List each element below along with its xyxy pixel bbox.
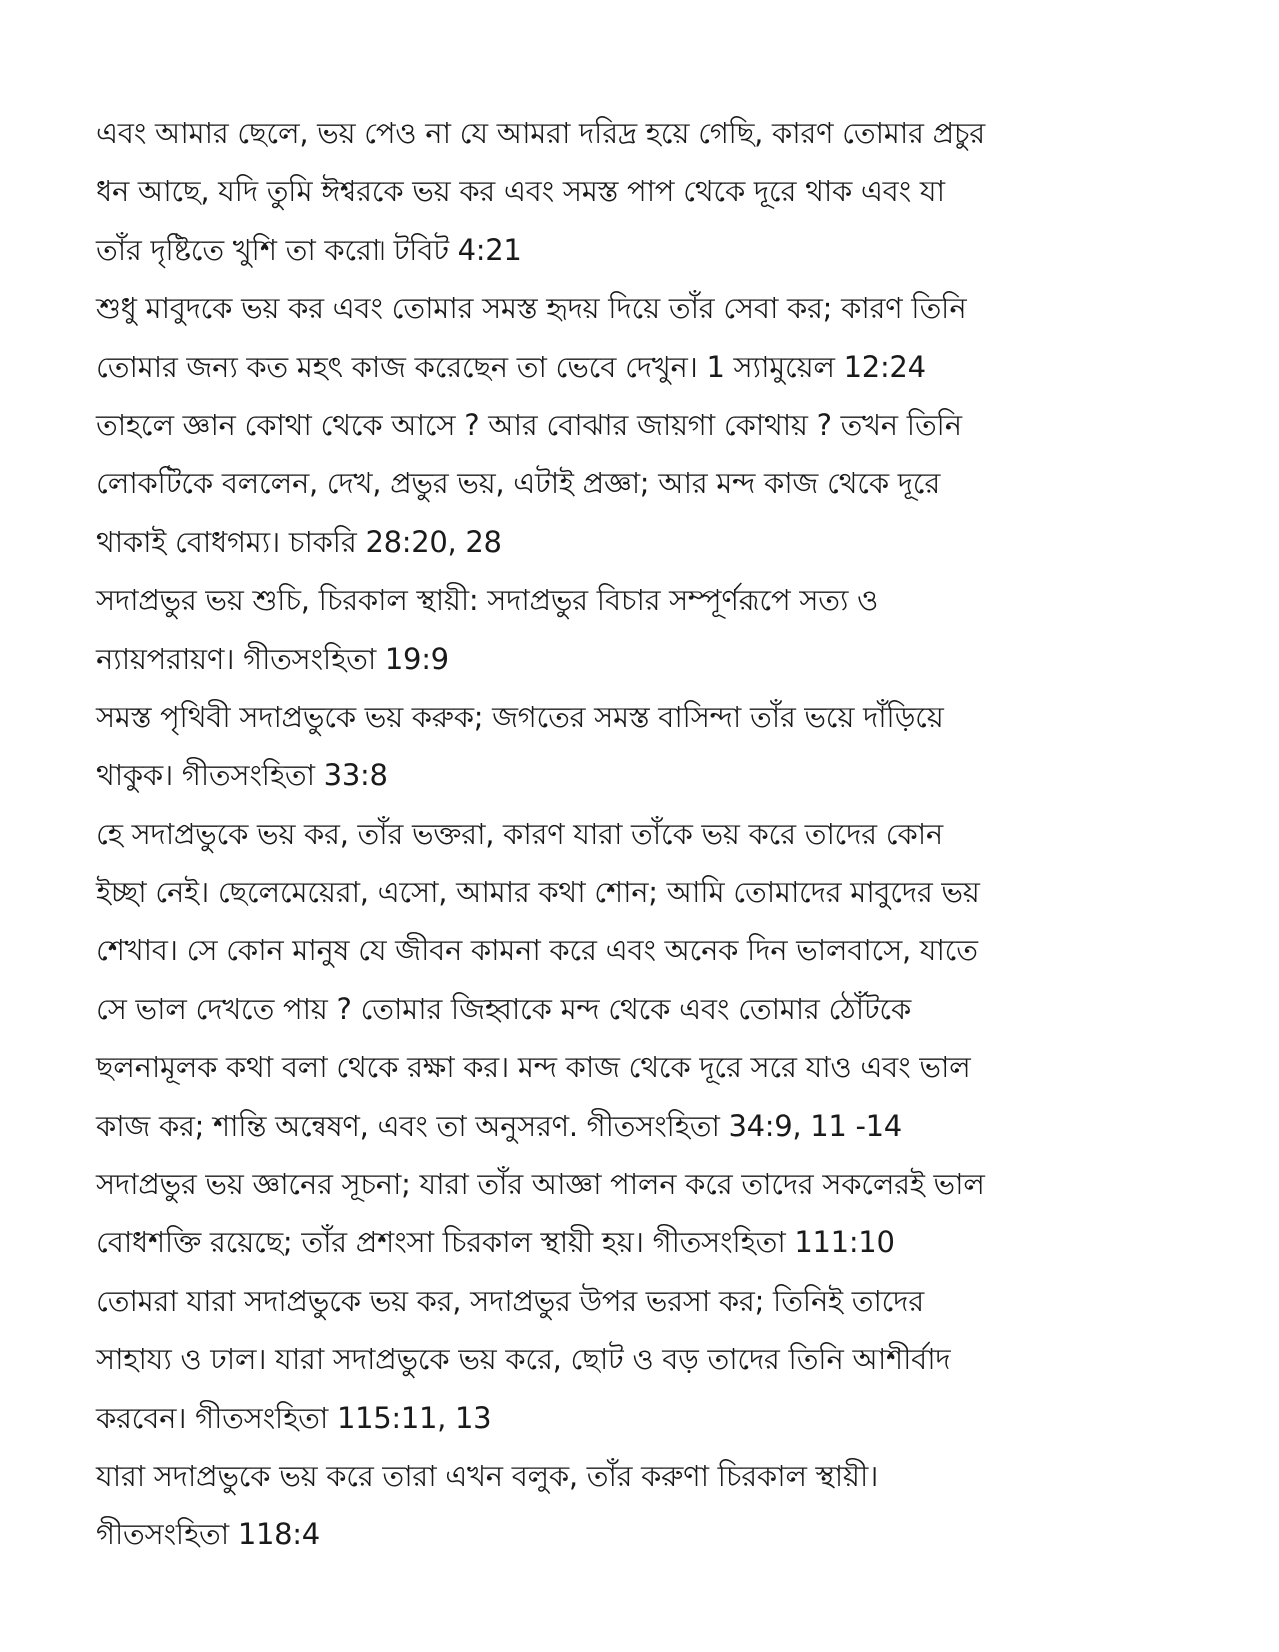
text-line: তোমরা যারা সদাপ্রভুকে ভয় কর, সদাপ্রভুর উপর ভরসা কর; তিনিই তাদের <box>96 1283 924 1318</box>
text-line: ছলনামূলক কথা বলা থেকে রক্ষা কর। মন্দ কাজ থেকে দূরে সরে যাও এবং ভাল <box>96 1050 971 1085</box>
text-line: সমস্ত পৃথিবী সদাপ্রভুকে ভয় করুক; জগতের সমস্ত বাসিন্দা তাঁর ভয়ে দাঁড়িয়ে <box>96 699 944 734</box>
text-line: ধন আছে, যদি তুমি ঈশ্বরকে ভয় কর এবং সমস্ত পাপ থেকে দূরে থাক এবং যা <box>96 174 945 209</box>
text-line: সে ভাল দেখতে পায় ? তোমার জিহ্বাকে মন্দ থেকে এবং তোমার ঠোঁটকে <box>96 991 912 1026</box>
text-line: গীতসংহিতা 118:4 <box>96 1517 320 1552</box>
text-line: বোধশক্তি রয়েছে; তাঁর প্রশংসা চিরকাল স্থায়ী হয়। গীতসংহিতা 111:10 <box>96 1225 895 1260</box>
text-line: থাকাই বোধগম্য। চাকরি 28:20, 28 <box>96 524 502 559</box>
text-line: হে সদাপ্রভুকে ভয় কর, তাঁর ভক্তরা, কারণ যারা তাঁকে ভয় করে তাদের কোন <box>96 816 943 851</box>
text-line: শুধু মাবুদকে ভয় কর এবং তোমার সমস্ত হৃদয় দিয়ে তাঁর সেবা কর; কারণ তিনি <box>96 291 967 326</box>
text-line: লোকটিকে বললেন, দেখ, প্রভুর ভয়, এটাই প্রজ্ঞা; আর মন্দ কাজ থেকে দূরে <box>96 466 940 501</box>
text-line: কাজ কর; শান্তি অন্বেষণ, এবং তা অনুসরণ. গীতসংহিতা 34:9, 11 -14 <box>96 1108 902 1143</box>
text-line: ন্যায়পরায়ণ। গীতসংহিতা 19:9 <box>96 641 449 676</box>
text-line: তোমার জন্য কত মহৎ কাজ করেছেন তা ভেবে দেখুন। 1 স্যামুয়েল 12:24 <box>96 349 926 384</box>
text-line: ইচ্ছা নেই। ছেলেমেয়েরা, এসো, আমার কথা শোন; আমি তোমাদের মাবুদের ভয় <box>96 875 980 910</box>
text-line: সাহায্য ও ঢাল। যারা সদাপ্রভুকে ভয় করে, ছোট ও বড় তাদের তিনি আশীর্বাদ <box>96 1342 951 1377</box>
text-line: সদাপ্রভুর ভয় জ্ঞানের সূচনা; যারা তাঁর আজ্ঞা পালন করে তাদের সকলেরই ভাল <box>96 1167 985 1202</box>
text-line: এবং আমার ছেলে, ভয় পেও না যে আমরা দরিদ্র হয়ে গেছি, কারণ তোমার প্রচুর <box>96 116 985 150</box>
text-line: শেখাব। সে কোন মানুষ যে জীবন কামনা করে এবং অনেক দিন ভালবাসে, যাতে <box>96 933 978 968</box>
text-line: থাকুক। গীতসংহিতা 33:8 <box>96 758 388 793</box>
text-line: করবেন। গীতসংহিতা 115:11, 13 <box>96 1400 492 1435</box>
text-line: সদাপ্রভুর ভয় শুচি, চিরকাল স্থায়ী: সদাপ্রভুর বিচার সম্পূর্ণরূপে সত্য ও <box>96 583 879 618</box>
text-line: তাঁর দৃষ্টিতে খুশি তা করো৷ টবিট 4:21 <box>96 232 522 267</box>
text-line: যারা সদাপ্রভুকে ভয় করে তারা এখন বলুক, তাঁর করুণা চিরকাল স্থায়ী। <box>96 1458 879 1493</box>
document-text <box>96 104 1186 1564</box>
text-line: তাহলে জ্ঞান কোথা থেকে আসে ? আর বোঝার জায়গা কোথায় ? তখন তিনি <box>96 407 962 442</box>
